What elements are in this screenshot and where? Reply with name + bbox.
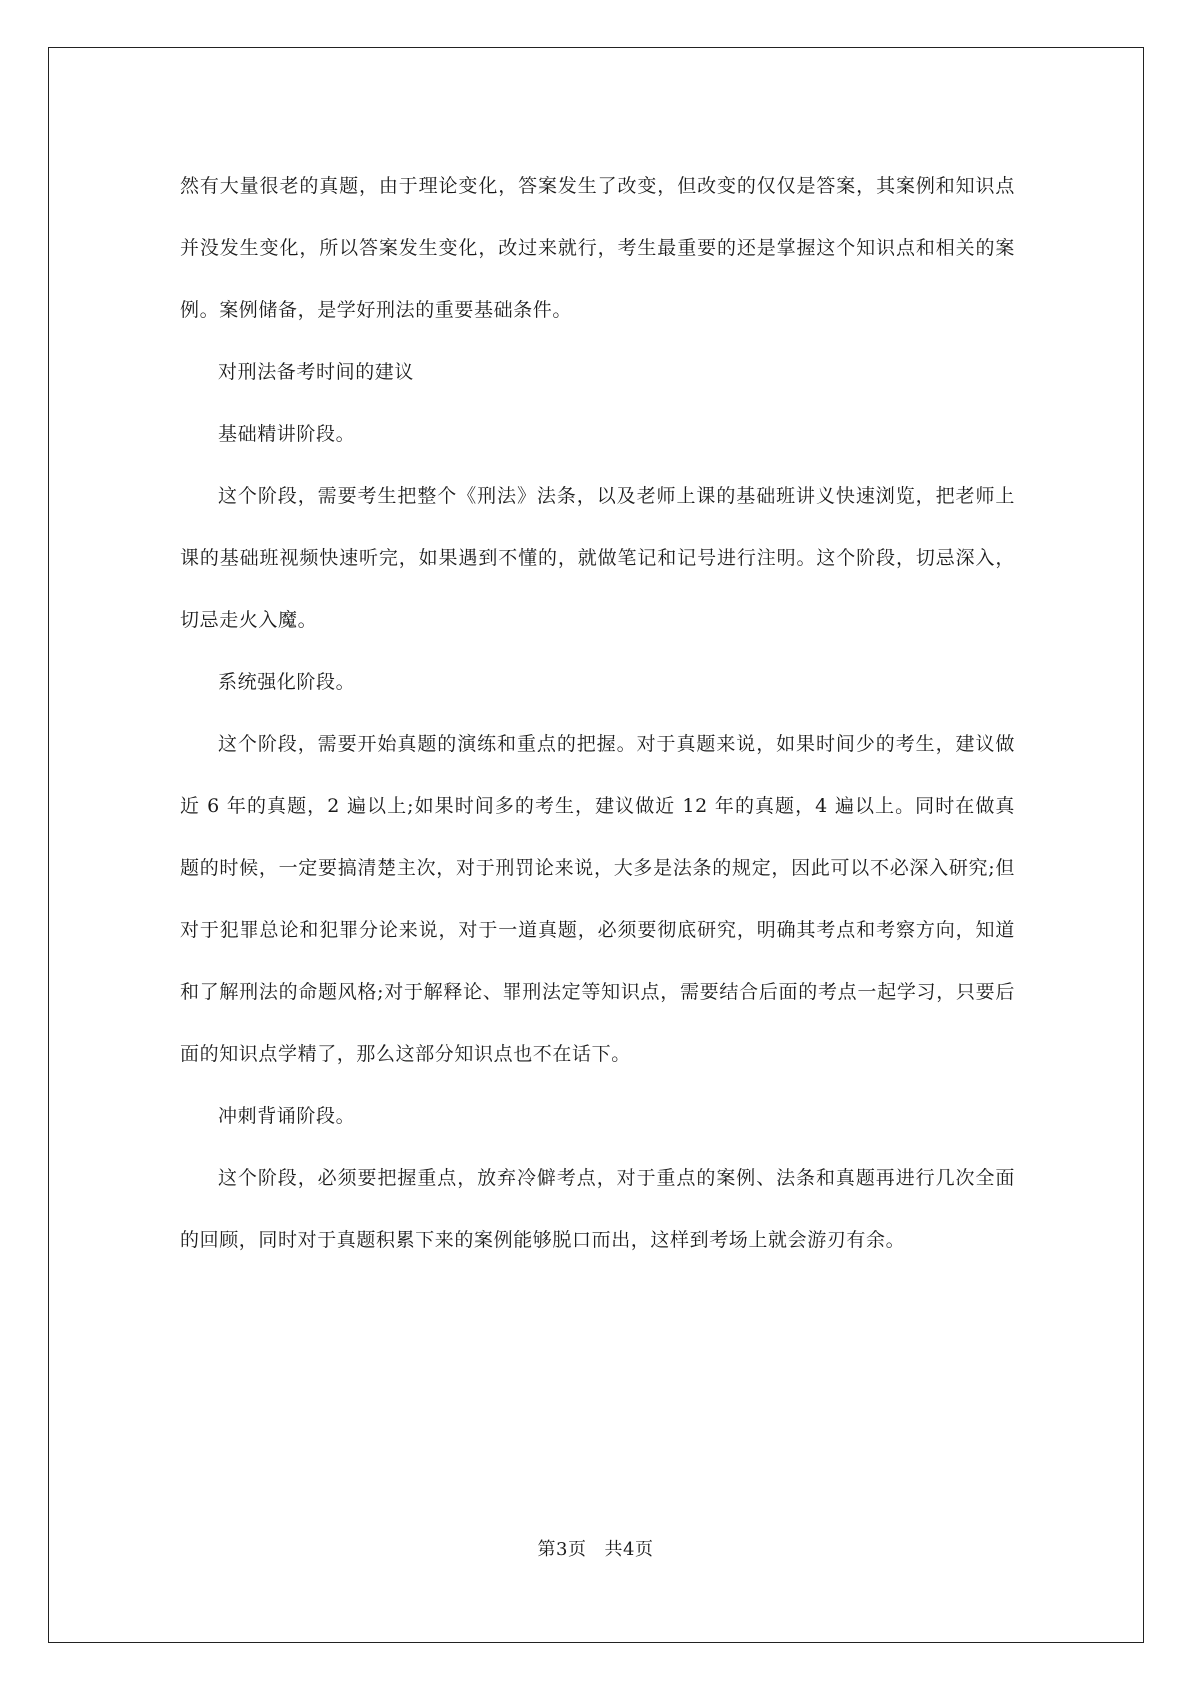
stage-heading-basic: 基础精讲阶段。	[218, 423, 356, 445]
paragraph: 然有大量很老的真题，由于理论变化，答案发生了改变，但改变的仅仅是答案，其案例和知识点并没发生变化，所以答案发生变化，改过来就行，考生最重要的还是掌握这个知识点和相关的案例。案例储备，是学好刑法的重要基础条件。	[180, 175, 1015, 321]
stage-heading-strengthen: 系统强化阶段。	[218, 671, 356, 693]
paragraph: 这个阶段，需要开始真题的演练和重点的把握。对于真题来说，如果时间少的考生，建议做近 6 年的真题，2 遍以上;如果时间多的考生，建议做近 12 年的真题，4 遍以上。同时在做真题的时候，一定要搞清楚主次，对于刑罚论来说，大多是法条的规定，因此可以不必深入研究;但对于犯罪总论和犯罪分论来说，对于一道真题，必须要彻底研究，明确其考点和考察方向，知道和了解刑法的命题风格;对于解释论、罪刑法定等知识点，需要结合后面的考点一起学习，只要后面的知识点学精了，那么这部分知识点也不在话下。	[180, 733, 1015, 1065]
page-total: 共4页	[604, 1539, 654, 1560]
page-number: 第3页	[537, 1539, 587, 1560]
section-heading: 对刑法备考时间的建议	[218, 361, 415, 383]
document-body	[180, 155, 1015, 1271]
page-footer	[0, 1535, 1191, 1561]
stage-heading-sprint: 冲刺背诵阶段。	[218, 1105, 356, 1127]
paragraph: 这个阶段，必须要把握重点，放弃冷僻考点，对于重点的案例、法条和真题再进行几次全面的回顾，同时对于真题积累下来的案例能够脱口而出，这样到考场上就会游刃有余。	[180, 1167, 1015, 1251]
paragraph: 这个阶段，需要考生把整个《刑法》法条，以及老师上课的基础班讲义快速浏览，把老师上课的基础班视频快速听完，如果遇到不懂的，就做笔记和记号进行注明。这个阶段，切忌深入，切忌走火入魔。	[180, 485, 1015, 631]
